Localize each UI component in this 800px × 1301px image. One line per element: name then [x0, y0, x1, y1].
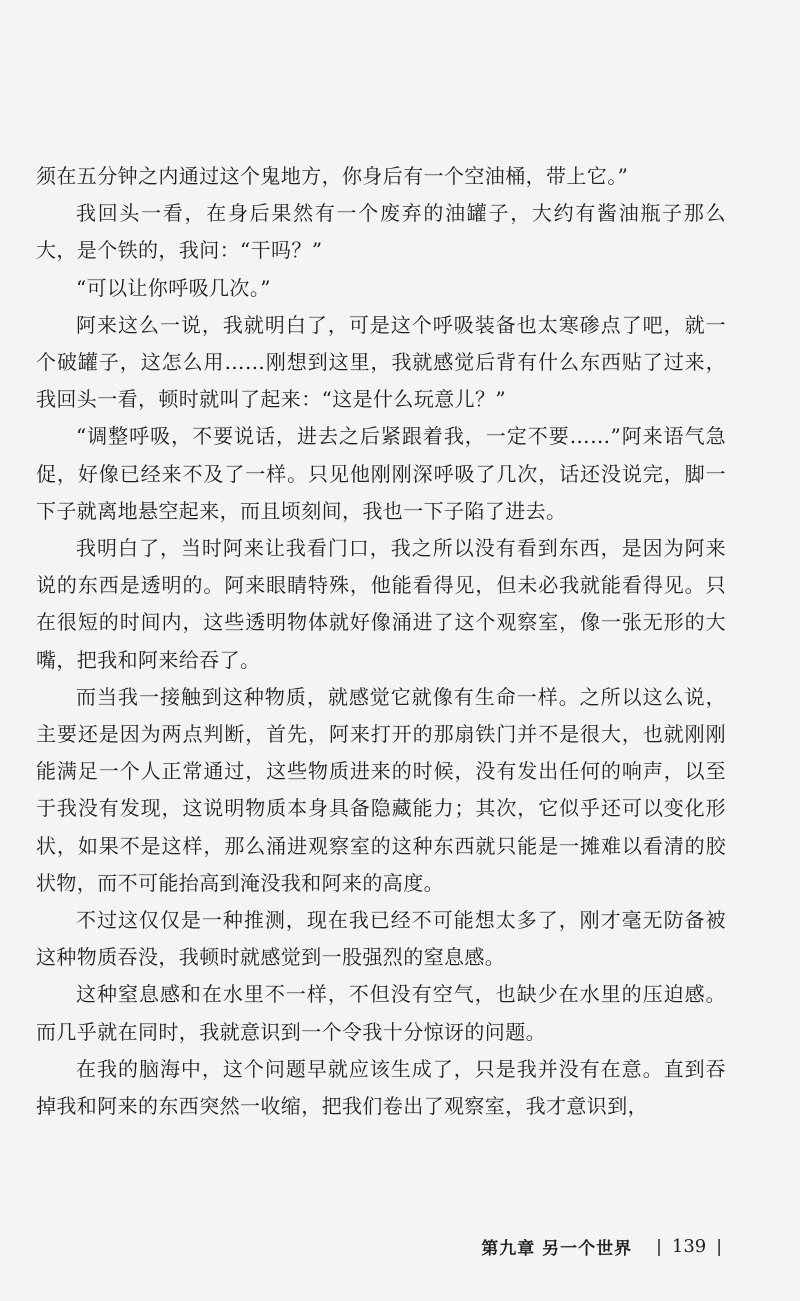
paragraph: 我回头一看，在身后果然有一个废弃的油罐子，大约有酱油瓶子那么大，是个铁的，我问：“干吗？” [36, 201, 726, 263]
footer-separator: | [656, 1236, 662, 1257]
paragraph: 不过这仅仅是一种推测，现在我已经不可能想太多了，刚才毫无防备被这种物质吞没，我顿时就感觉到一股强烈的窒息感。 [36, 908, 726, 970]
paragraph: 在我的脑海中，这个问题早就应该生成了，只是我并没有在意。直到吞掉我和阿来的东西突然一收缩，把我们卷出了观察室，我才意识到， [36, 1056, 726, 1119]
paragraph: “可以让你呼吸几次。” [76, 275, 271, 300]
paragraph: 阿来这么一说，我就明白了，可是这个呼吸装备也太寒碜点了吧，就一个破罐子，这怎么用……刚想到这里，我就感觉后背有什么东西贴了过来，我回头一看，顿时就叫了起来：“这是什么玩意儿？” [36, 312, 726, 412]
body-text [36, 158, 726, 1125]
footer-separator-right: | [716, 1236, 722, 1257]
page-number: 139 [671, 1236, 707, 1257]
paragraph: 这种窒息感和在水里不一样，不但没有空气，也缺少在水里的压迫感。而几乎就在同时，我就意识到一个令我十分惊讶的问题。 [36, 982, 726, 1044]
paragraph: “调整呼吸，不要说话，进去之后紧跟着我，一定不要……”阿来语气急促，好像已经来不及了一样。只见他刚刚深呼吸了几次，话还没说完，脚一下子就离地悬空起来，而且顷刻间，我也一下子陷了进去。 [36, 424, 726, 523]
paragraph: 我明白了，当时阿来让我看门口，我之所以没有看到东西，是因为阿来说的东西是透明的。阿来眼睛特殊，他能看得见，但未必我就能看得见。只在很短的时间内，这些透明物体就好像涌进了这个观察室，像一张无形的大嘴，把我和阿来给吞了。 [36, 536, 726, 672]
chapter-title: 第九章 另一个世界 [481, 1239, 633, 1259]
page-footer [481, 1234, 722, 1259]
paragraph-continued: 须在五分钟之内通过这个鬼地方，你身后有一个空油桶，带上它。” [36, 164, 629, 188]
paragraph: 而当我一接触到这种物质，就感觉它就像有生命一样。之所以这么说，主要还是因为两点判断，首先，阿来打开的那扇铁门并不是很大，也就刚刚能满足一个人正常通过，这些物质进来的时候，没有发出任何的响声，以至于我没有发现，这说明物质本身具备隐藏能力；其次，它似乎还可以变化形状，如果不是这样，那么涌进观察室的这种东西就只能是一摊难以看清的胶状物，而不可能抬高到淹没我和阿来的高度。 [36, 684, 726, 895]
